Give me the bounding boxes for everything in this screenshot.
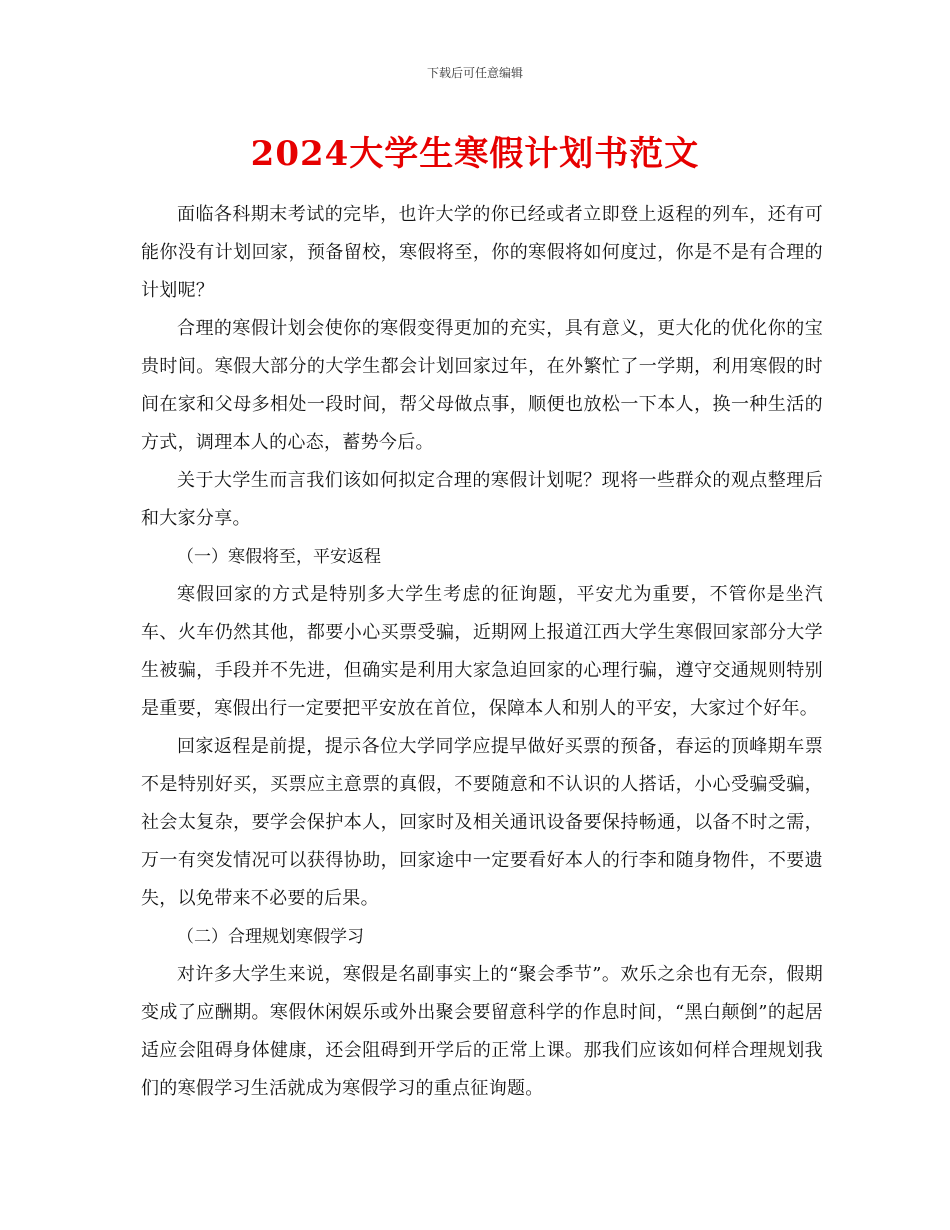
page-header: 下载后可任意编辑 xyxy=(426,66,523,80)
section-heading: （一）寒假将至，平安返程 xyxy=(177,547,381,567)
section-heading: （二）合理规划寒假学习 xyxy=(177,927,364,947)
paragraph: 合理的寒假计划会使你的寒假变得更加的充实，具有意义，更大化的优化你的宝贵时间。寒假大部分的大学生都会计划回家过年，在外繁忙了一学期，利用寒假的时间在家和父母多相处一段时间，帮父母做点事，顺便也放松一下本人，换一种生活的方式，调理本人的心态，蓄势今后。 xyxy=(141,318,823,453)
paragraph: 面临各科期末考试的完毕，也许大学的你已经或者立即登上返程的列车，还有可能你没有计划回家，预备留校，寒假将至，你的寒假将如何度过，你是不是有合理的计划呢？ xyxy=(141,204,823,301)
document-title: 2024大学生寒假计划书范文 xyxy=(250,134,700,174)
paragraph: 回家返程是前提，提示各位大学同学应提早做好买票的预备，春运的顶峰期车票不是特别好买，买票应主意票的真假，不要随意和不认识的人搭话，小心受骗受骗，社会太复杂，要学会保护本人，回家时及相关通讯设备要保持畅通，以备不时之需，万一有突发情况可以获得协助，回家途中一定要看好本人的行李和随身物件，不要遗失，以免带来不必要的后果。 xyxy=(141,736,823,909)
paragraph: 关于大学生而言我们该如何拟定合理的寒假计划呢？现将一些群众的观点整理后和大家分享。 xyxy=(141,470,823,529)
paragraph: 对许多大学生来说，寒假是名副事实上的“聚会季节”。欢乐之余也有无奈，假期变成了应酬期。寒假休闲娱乐或外出聚会要留意科学的作息时间，“黑白颠倒”的起居适应会阻碍身体健康，还会阻碍到开学后的正常上课。那我们应该如何样合理规划我们的寒假学习生活就成为寒假学习的重点征询题。 xyxy=(141,964,823,1099)
document-body xyxy=(141,196,823,1108)
paragraph: 寒假回家的方式是特别多大学生考虑的征询题，平安尤为重要，不管你是坐汽车、火车仍然其他，都要小心买票受骗，近期网上报道江西大学生寒假回家部分大学生被骗，手段并不先进，但确实是利用大家急迫回家的心理行骗，遵守交通规则特别是重要，寒假出行一定要把平安放在首位，保障本人和别人的平安，大家过个好年。 xyxy=(141,584,823,719)
